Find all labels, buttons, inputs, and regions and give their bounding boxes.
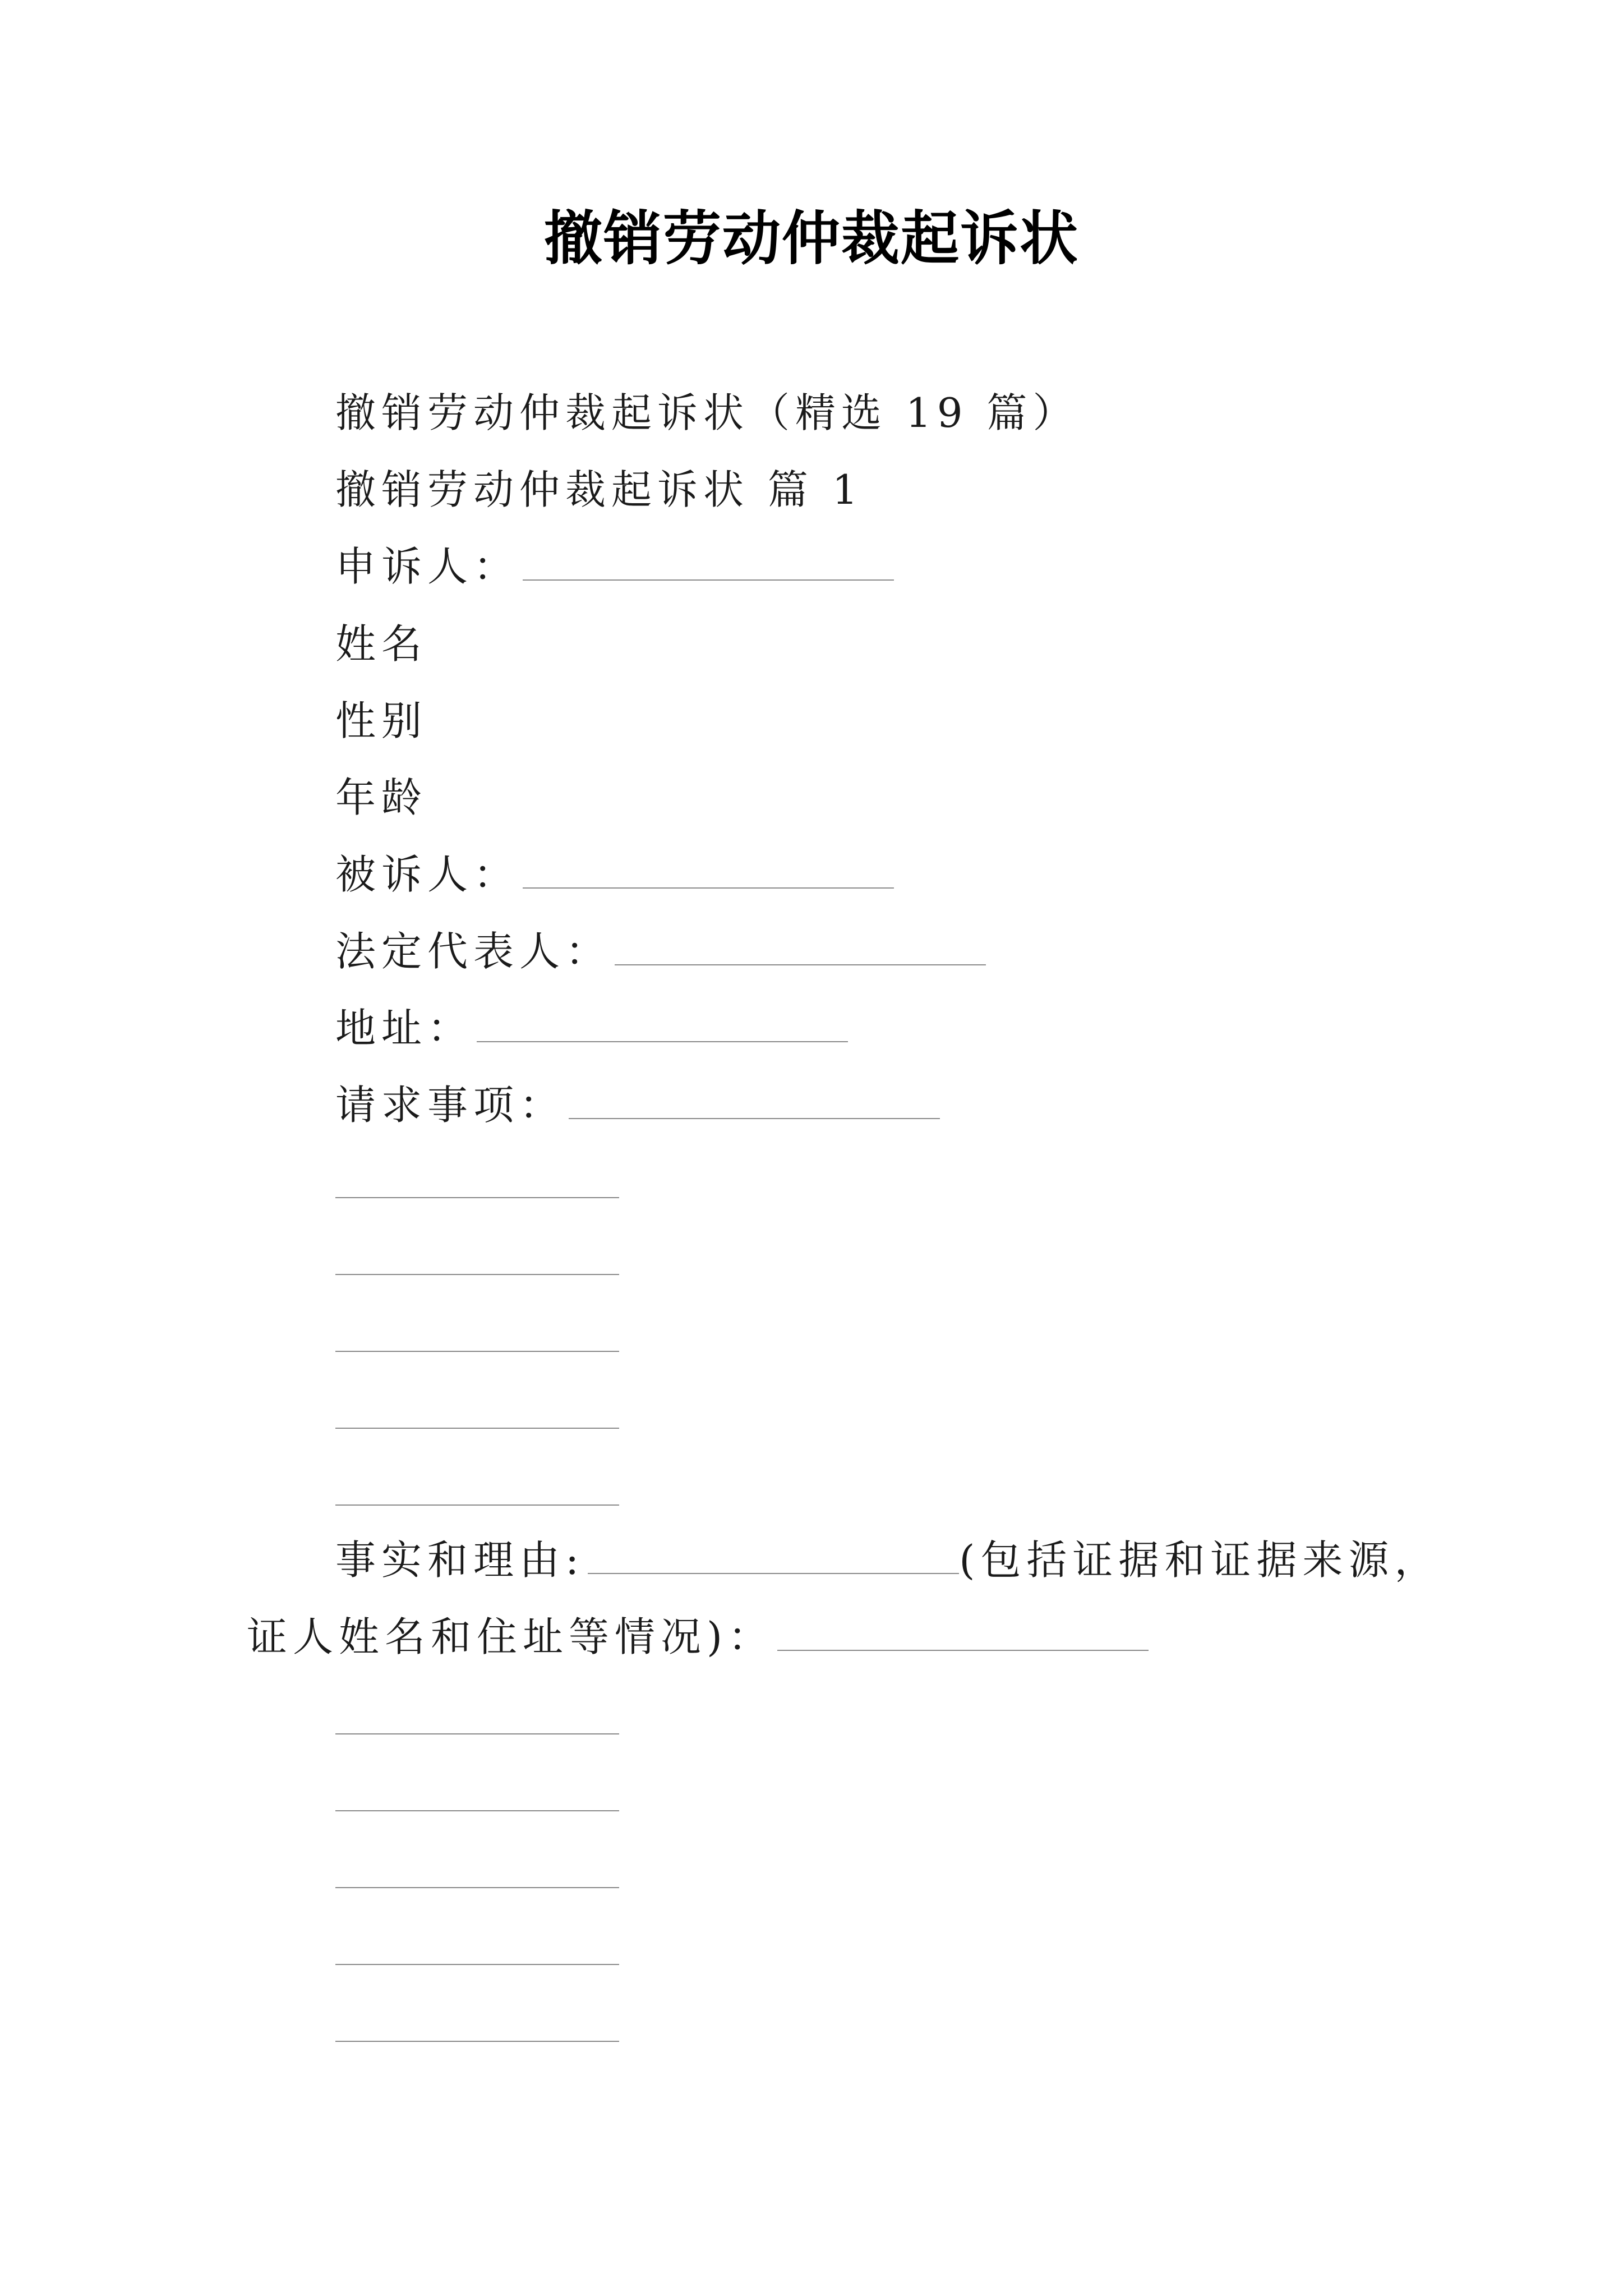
facts-blank-line[interactable]	[335, 2041, 619, 2042]
name-label: 姓名	[335, 620, 428, 668]
facts-blank-line[interactable]	[335, 1887, 619, 1888]
document-title: 撤销劳动仲裁起诉状	[543, 204, 1079, 273]
respondent-blank[interactable]	[523, 853, 894, 889]
facts-label: 事实和理由:	[335, 1536, 585, 1584]
claims-blank-line[interactable]	[335, 1504, 619, 1506]
legal-rep-label: 法定代表人：	[335, 928, 612, 975]
complainant-label: 申诉人：	[335, 543, 520, 590]
claims-row	[335, 1077, 940, 1133]
facts-note: (包括证据和证据来源，	[959, 1536, 1441, 1584]
facts-row-1	[335, 1532, 1440, 1588]
respondent-row	[335, 846, 894, 903]
legal-rep-row	[335, 923, 986, 979]
facts-row-2	[247, 1609, 1149, 1665]
complainant-row	[335, 539, 894, 595]
facts-blank-line[interactable]	[335, 1733, 619, 1734]
gender-label: 性别	[335, 697, 428, 744]
facts-blank-line[interactable]	[335, 1964, 619, 1965]
witness-label: 证人姓名和住址等情况)：	[247, 1613, 774, 1660]
claims-blank-line[interactable]	[335, 1428, 619, 1429]
claims-label: 请求事项：	[335, 1082, 566, 1129]
age-label: 年龄	[335, 774, 428, 821]
claims-blank-line[interactable]	[335, 1197, 619, 1198]
address-label: 地址：	[335, 1005, 474, 1052]
legal-rep-blank[interactable]	[615, 930, 986, 965]
witness-blank[interactable]	[777, 1615, 1149, 1651]
document-subtitle: 撤销劳动仲裁起诉状（精选 19 篇）	[335, 389, 1079, 436]
respondent-label: 被诉人：	[335, 851, 520, 898]
facts-blank[interactable]	[588, 1538, 959, 1574]
section-heading: 撤销劳动仲裁起诉状 篇 1	[335, 466, 864, 513]
claims-blank-line[interactable]	[335, 1274, 619, 1275]
complainant-blank[interactable]	[523, 545, 894, 581]
claims-blank-line[interactable]	[335, 1351, 619, 1352]
address-row	[335, 1000, 848, 1056]
address-blank[interactable]	[477, 1006, 848, 1042]
claims-blank[interactable]	[569, 1083, 940, 1119]
facts-blank-line[interactable]	[335, 1810, 619, 1811]
